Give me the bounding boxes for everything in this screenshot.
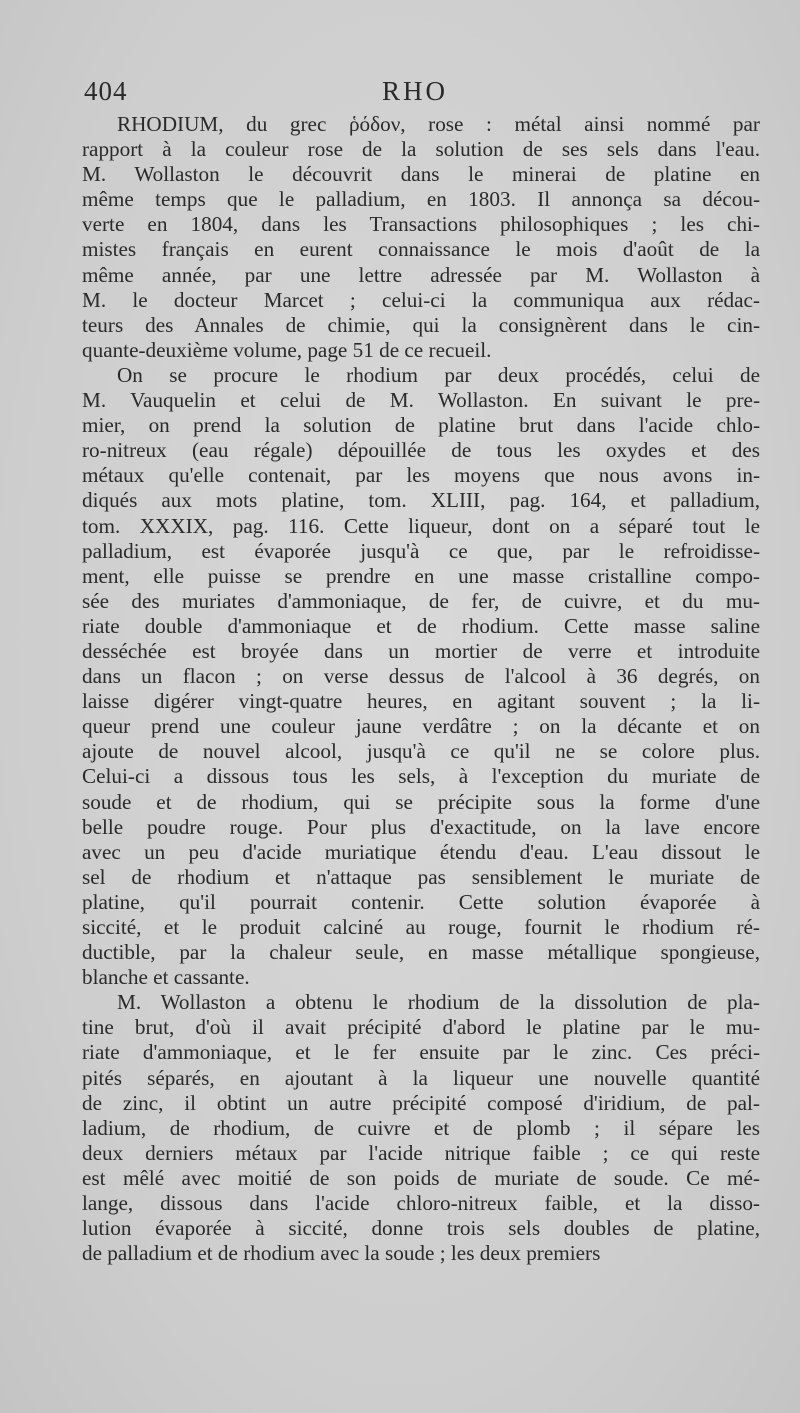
- paragraph-rhodium-intro: [82, 112, 760, 363]
- text-line: rapport à la couleur rose de la solution de ses sels dans l'eau.: [82, 137, 760, 162]
- paragraph-wollaston-method: [82, 990, 760, 1266]
- text-line: palladium, est évaporée jusqu'à ce que, par le refroidisse-: [82, 538, 760, 563]
- text-line: tom. XXXIX, pag. 116. Cette liqueur, dont on a séparé tout le: [82, 513, 760, 538]
- text-line: est mêlé avec moitié de son poids de muriate de soude. Ce mé-: [82, 1165, 760, 1190]
- text-line: même temps que le palladium, en 1803. Il annonça sa décou-: [82, 187, 760, 212]
- text-line: M. Wollaston a obtenu le rhodium de la dissolution de pla-: [117, 990, 760, 1015]
- text-line: dans un flacon ; on verse dessus de l'alcool à 36 degrés, on: [82, 664, 760, 689]
- text-line: deux derniers métaux par l'acide nitrique faible ; ce qui reste: [82, 1140, 760, 1165]
- text-line: ment, elle puisse se prendre en une masse cristalline compo-: [82, 563, 760, 588]
- page-number: 404: [84, 76, 128, 106]
- text-line: ro-nitreux (eau régale) dépouillée de tous les oxydes et des: [82, 438, 760, 463]
- text-line: métaux qu'elle contenait, par les moyens que nous avons in-: [82, 463, 760, 488]
- body-text: [82, 112, 760, 1266]
- text-line: riate d'ammoniaque, et le fer ensuite par le zinc. Ces préci-: [82, 1040, 760, 1065]
- text-line: lange, dissous dans l'acide chloro-nitreux faible, et la disso-: [82, 1191, 760, 1216]
- text-line: de palladium et de rhodium avec la soude ; les deux premiers: [82, 1241, 601, 1266]
- text-line: M. le docteur Marcet ; celui-ci la communiqua aux rédac-: [82, 287, 760, 312]
- text-line: blanche et cassante.: [82, 965, 250, 990]
- text-line: On se procure le rhodium par deux procédés, celui de: [117, 362, 760, 387]
- text-line: diqués aux mots platine, tom. XLIII, pag. 164, et palladium,: [82, 488, 760, 513]
- text-line: pités séparés, en ajoutant à la liqueur une nouvelle quantité: [82, 1065, 760, 1090]
- text-line: sel de rhodium et n'attaque pas sensiblement le muriate de: [82, 864, 760, 889]
- text-line: verte en 1804, dans les Transactions philosophiques ; les chi-: [82, 212, 760, 237]
- page-header: [82, 72, 760, 112]
- text-line: teurs des Annales de chimie, qui la consignèrent dans le cin-: [82, 312, 760, 337]
- text-line: queur prend une couleur jaune verdâtre ; on la décante et on: [82, 714, 760, 739]
- text-line: tine brut, d'où il avait précipité d'abord le platine par le mu-: [82, 1015, 760, 1040]
- text-line: mistes français en eurent connaissance le mois d'août de la: [82, 237, 760, 262]
- text-line: riate double d'ammoniaque et de rhodium. Cette masse saline: [82, 613, 760, 638]
- text-line: M. Vauquelin et celui de M. Wollaston. En suivant le pre-: [82, 388, 760, 413]
- text-line: quante-deuxième volume, page 51 de ce recueil.: [82, 337, 492, 362]
- running-title: RHO: [382, 76, 449, 106]
- text-line: de zinc, il obtint un autre précipité composé d'iridium, de pal-: [82, 1090, 760, 1115]
- text-line: mier, on prend la solution de platine brut dans l'acide chlo-: [82, 413, 760, 438]
- text-line: soude et de rhodium, qui se précipite sous la forme d'une: [82, 789, 760, 814]
- text-line: laisse digérer vingt-quatre heures, en agitant souvent ; la li-: [82, 689, 760, 714]
- text-line: lution évaporée à siccité, donne trois sels doubles de platine,: [82, 1216, 760, 1241]
- text-line: M. Wollaston le découvrit dans le minerai de platine en: [82, 162, 760, 187]
- text-line: ajoute de nouvel alcool, jusqu'à ce qu'il ne se colore plus.: [82, 739, 760, 764]
- text-line: ladium, de rhodium, de cuivre et de plomb ; il sépare les: [82, 1115, 760, 1140]
- text-line: RHODIUM, du grec ῥόδον, rose : métal ainsi nommé par: [117, 112, 760, 136]
- text-line: desséchée est broyée dans un mortier de verre et introduite: [82, 638, 760, 663]
- text-line: siccité, et le produit calciné au rouge, fournit le rhodium ré-: [82, 915, 760, 939]
- text-line: même année, par une lettre adressée par M. Wollaston à: [82, 262, 760, 287]
- paragraph-vauquelin-method: [82, 363, 760, 990]
- text-line: platine, qu'il pourrait contenir. Cette solution évaporée à: [82, 889, 760, 914]
- text-line: belle poudre rouge. Pour plus d'exactitude, on la lave encore: [82, 814, 760, 839]
- text-line: avec un peu d'acide muriatique étendu d'eau. L'eau dissout le: [82, 839, 760, 864]
- text-line: sée des muriates d'ammoniaque, de fer, de cuivre, et du mu-: [82, 588, 760, 613]
- text-line: ductible, par la chaleur seule, en masse métallique spongieuse,: [82, 940, 760, 965]
- text-line: Celui-ci a dissous tous les sels, à l'exception du muriate de: [82, 764, 760, 789]
